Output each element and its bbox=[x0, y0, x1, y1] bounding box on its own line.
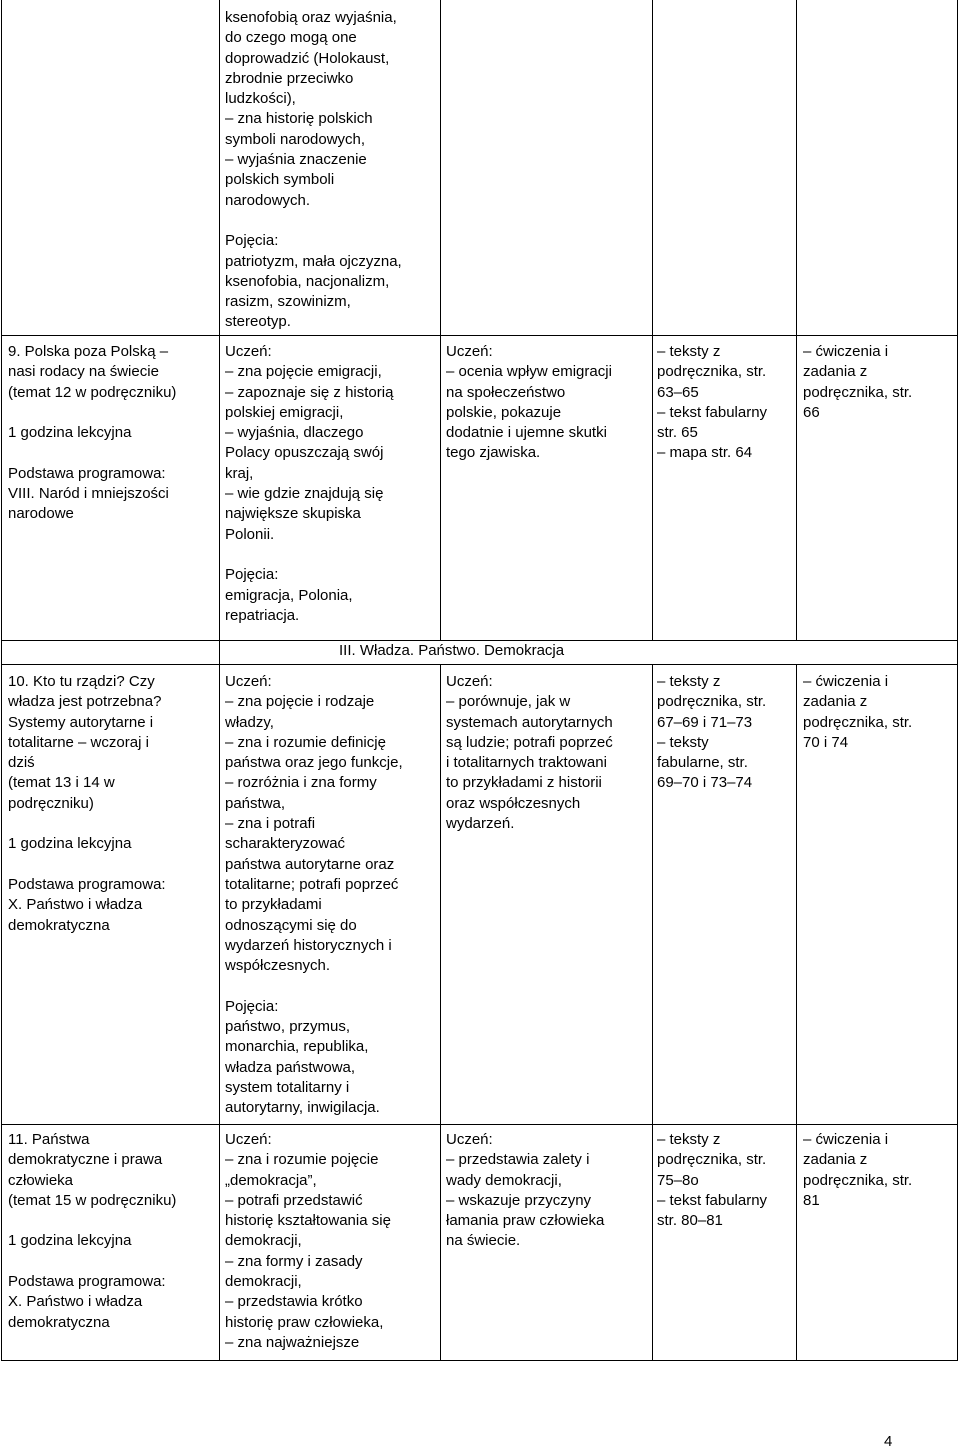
text-line: wady demokracji, bbox=[446, 1171, 562, 1189]
text-line: patriotyzm, mała ojczyzna, bbox=[225, 252, 402, 270]
page-number: 4 bbox=[884, 1433, 893, 1450]
text-line: monarchia, republika, bbox=[225, 1038, 369, 1056]
uczen-label: Uczeń: bbox=[225, 343, 272, 360]
row9-exercises-cell bbox=[803, 342, 955, 423]
row-divider-11 bbox=[1, 1124, 958, 1125]
lesson-title-line: człowieka bbox=[8, 1171, 74, 1189]
row11-exercises-cell bbox=[803, 1130, 955, 1211]
lesson-hours: 1 godzina lekcyjna bbox=[8, 424, 132, 442]
text-line: odnoszącymi się do bbox=[225, 916, 357, 934]
lesson-title-line: 10. Kto tu rządzi? Czy bbox=[8, 673, 155, 690]
text-line: kraj, bbox=[225, 464, 254, 482]
text-line: – potrafi przedstawić bbox=[225, 1191, 363, 1209]
row10-materials-cell bbox=[657, 672, 795, 794]
text-line: – wskazuje przyczyny bbox=[446, 1191, 592, 1209]
text-line: demokracji, bbox=[225, 1232, 302, 1250]
text-line: fabularne, str. bbox=[657, 754, 748, 772]
column-divider-3b bbox=[652, 664, 653, 1360]
text-line: wydarzeń historycznych i bbox=[225, 936, 392, 954]
text-line: – przedstawia zalety i bbox=[446, 1151, 590, 1169]
text-line: do czego mogą one bbox=[225, 29, 357, 47]
text-line: rasizm, szowinizm, bbox=[225, 293, 351, 311]
row10-level2-cell bbox=[446, 672, 650, 834]
text-line: – zna i rozumie definicję bbox=[225, 733, 386, 751]
table-border-bottom bbox=[1, 1360, 958, 1361]
text-line: podręcznika, str. bbox=[803, 713, 913, 731]
uczen-label: Uczeń: bbox=[446, 1131, 493, 1148]
text-line: historię praw człowieka, bbox=[225, 1313, 384, 1331]
text-line: współczesnych. bbox=[225, 957, 331, 975]
text-line: scharakteryzować bbox=[225, 835, 346, 853]
text-line: podręcznika, str. bbox=[657, 1151, 767, 1169]
text-line: polskich symboli bbox=[225, 171, 335, 189]
text-line: 69–70 i 73–74 bbox=[657, 774, 753, 792]
text-line: – wyjaśnia, dlaczego bbox=[225, 424, 364, 442]
text-line: i totalitarnych traktowani bbox=[446, 754, 607, 772]
text-line: systemach autorytarnych bbox=[446, 713, 613, 731]
text-line: totalitarne; potrafi poprzeć bbox=[225, 875, 399, 893]
text-line: zadania z bbox=[803, 693, 868, 711]
text-line: wydarzeń. bbox=[446, 815, 515, 833]
text-line: oraz współczesnych bbox=[446, 794, 581, 812]
text-line: zbrodnie przeciwko bbox=[225, 69, 354, 87]
table-border-left bbox=[1, 0, 2, 1360]
text-line: – teksty z bbox=[657, 673, 721, 690]
text-line: doprowadzić (Holokaust, bbox=[225, 49, 390, 67]
text-line: na świecie. bbox=[446, 1232, 521, 1250]
lesson-hours: 1 godzina lekcyjna bbox=[8, 835, 132, 853]
uczen-label: Uczeń: bbox=[225, 673, 272, 690]
column-divider-4b bbox=[796, 664, 797, 1360]
text-line: – rozróżnia i zna formy bbox=[225, 774, 377, 792]
row9-uczen-cell bbox=[225, 342, 437, 626]
uczen-label: Uczeń: bbox=[446, 673, 493, 690]
text-line: – teksty z bbox=[657, 1131, 721, 1148]
text-line: repatriacja. bbox=[225, 606, 300, 624]
text-line: „demokracja”, bbox=[225, 1171, 317, 1189]
row11-materials-cell bbox=[657, 1130, 795, 1231]
row10-topic-cell bbox=[8, 672, 218, 936]
text-line: – zna pojęcie emigracji, bbox=[225, 363, 382, 381]
basis-line: narodowe bbox=[8, 505, 74, 523]
text-line: – ocenia wpływ emigracji bbox=[446, 363, 612, 381]
row9-level2-cell bbox=[446, 342, 650, 464]
lesson-title-line: podręczniku) bbox=[8, 794, 94, 812]
pojecia-label: Pojęcia: bbox=[225, 232, 279, 250]
text-line: 75–8o bbox=[657, 1171, 699, 1189]
lesson-title-line: nasi rodacy na świecie bbox=[8, 363, 159, 381]
row11-level2-cell bbox=[446, 1130, 650, 1252]
text-line: polskie, pokazuje bbox=[446, 403, 562, 421]
text-line: – wie gdzie znajdują się bbox=[225, 485, 384, 503]
text-line: zadania z bbox=[803, 1151, 868, 1169]
text-line: – tekst fabularny bbox=[657, 403, 768, 421]
text-line: to przykładami z historii bbox=[446, 774, 602, 792]
column-divider-3 bbox=[652, 0, 653, 640]
text-line: – zna historię polskich bbox=[225, 110, 373, 128]
text-line: zadania z bbox=[803, 363, 868, 381]
text-line: Polacy opuszczają swój bbox=[225, 444, 384, 462]
text-line: – zapoznaje się z historią bbox=[225, 383, 394, 401]
lesson-title-line: (temat 13 i 14 w bbox=[8, 774, 115, 792]
basis-label: Podstawa programowa: bbox=[8, 875, 166, 893]
lesson-title-line: dziś bbox=[8, 754, 35, 772]
text-line: – wyjaśnia znaczenie bbox=[225, 151, 367, 169]
text-line: podręcznika, str. bbox=[657, 693, 767, 711]
lesson-title-line: Systemy autorytarne i bbox=[8, 713, 154, 731]
uczen-label: Uczeń: bbox=[446, 343, 493, 360]
text-line: łamania praw człowieka bbox=[446, 1212, 605, 1230]
uczen-label: Uczeń: bbox=[225, 1131, 272, 1148]
text-line: – tekst fabularny bbox=[657, 1191, 768, 1209]
section-title: III. Władza. Państwo. Demokracja bbox=[339, 642, 565, 659]
text-line: państwo, przymus, bbox=[225, 1018, 351, 1036]
lesson-title-line: totalitarne – wczoraj i bbox=[8, 733, 149, 751]
basis-label: Podstawa programowa: bbox=[8, 464, 166, 482]
pojecia-label: Pojęcia: bbox=[225, 566, 279, 584]
column-divider-1 bbox=[219, 0, 220, 1360]
basis-line: X. Państwo i władza bbox=[8, 1293, 143, 1311]
text-line: system totalitarny i bbox=[225, 1078, 350, 1096]
text-line: stereotyp. bbox=[225, 313, 291, 331]
row11-topic-cell bbox=[8, 1130, 218, 1333]
column-divider-2 bbox=[440, 0, 441, 640]
lesson-title-line: władza jest potrzebna? bbox=[8, 693, 162, 711]
text-line: państwa autorytarne oraz bbox=[225, 855, 395, 873]
text-line: – zna formy i zasady bbox=[225, 1252, 363, 1270]
text-line: władzy, bbox=[225, 713, 274, 731]
text-line: tego zjawiska. bbox=[446, 444, 541, 462]
text-line: – teksty z bbox=[657, 343, 721, 360]
text-line: – porównuje, jak w bbox=[446, 693, 571, 711]
text-line: podręcznika, str. bbox=[657, 363, 767, 381]
basis-line: demokratyczna bbox=[8, 1313, 110, 1331]
text-line: Polonii. bbox=[225, 525, 275, 543]
text-line: państwa, bbox=[225, 794, 286, 812]
text-line: – mapa str. 64 bbox=[657, 444, 753, 462]
text-line: polskiej emigracji, bbox=[225, 403, 344, 421]
text-line: – ćwiczenia i bbox=[803, 1131, 889, 1148]
text-line: – ćwiczenia i bbox=[803, 343, 889, 360]
row10-exercises-cell bbox=[803, 672, 955, 753]
lesson-title-line: (temat 15 w podręczniku) bbox=[8, 1191, 177, 1209]
text-line: to przykładami bbox=[225, 896, 322, 914]
row11-uczen-cell bbox=[225, 1130, 437, 1353]
text-line: 66 bbox=[803, 403, 820, 421]
text-line: 81 bbox=[803, 1191, 820, 1209]
text-line: autorytarny, inwigilacja. bbox=[225, 1099, 380, 1117]
text-line: str. 80–81 bbox=[657, 1212, 723, 1230]
lesson-title-line: demokratyczne i prawa bbox=[8, 1151, 163, 1169]
row10-uczen-cell bbox=[225, 672, 437, 1119]
text-line: ksenofobia, nacjonalizm, bbox=[225, 272, 390, 290]
column-divider-2b bbox=[440, 664, 441, 1360]
lesson-title-line: (temat 12 w podręczniku) bbox=[8, 383, 177, 401]
text-line: historię kształtowania się bbox=[225, 1212, 391, 1230]
row-divider-section-bottom bbox=[1, 664, 958, 665]
text-line: – zna i rozumie pojęcie bbox=[225, 1151, 379, 1169]
text-line: największe skupiska bbox=[225, 505, 361, 523]
lesson-title-line: 11. Państwa bbox=[8, 1131, 90, 1148]
text-line: ksenofobią oraz wyjaśnia, bbox=[225, 9, 397, 26]
basis-line: VIII. Naród i mniejszości bbox=[8, 485, 169, 503]
column-divider-4 bbox=[796, 0, 797, 640]
basis-label: Podstawa programowa: bbox=[8, 1273, 166, 1291]
text-line: 70 i 74 bbox=[803, 733, 849, 751]
text-line: – zna pojęcie i rodzaje bbox=[225, 693, 375, 711]
text-line: – przedstawia krótko bbox=[225, 1293, 363, 1311]
row9-topic-cell bbox=[8, 342, 218, 525]
text-line: demokracji, bbox=[225, 1273, 302, 1291]
lesson-title-line: 9. Polska poza Polską – bbox=[8, 343, 169, 360]
text-line: podręcznika, str. bbox=[803, 383, 913, 401]
pojecia-label: Pojęcia: bbox=[225, 997, 279, 1015]
table-border-right bbox=[957, 0, 958, 1360]
row9-materials-cell bbox=[657, 342, 795, 464]
text-line: narodowych. bbox=[225, 191, 311, 209]
text-line: symboli narodowych, bbox=[225, 130, 366, 148]
text-line: – zna i potrafi bbox=[225, 815, 316, 833]
top-uczen-cell bbox=[225, 8, 437, 333]
row-divider-top bbox=[1, 335, 958, 336]
text-line: – teksty bbox=[657, 733, 709, 751]
text-line: są ludzie; potrafi poprzeć bbox=[446, 733, 613, 751]
text-line: – zna najważniejsze bbox=[225, 1333, 360, 1351]
text-line: – ćwiczenia i bbox=[803, 673, 889, 690]
text-line: władza państwowa, bbox=[225, 1058, 356, 1076]
text-line: str. 65 bbox=[657, 424, 698, 442]
text-line: na społeczeństwo bbox=[446, 383, 566, 401]
lesson-hours: 1 godzina lekcyjna bbox=[8, 1232, 132, 1250]
basis-line: X. Państwo i władza bbox=[8, 896, 143, 914]
text-line: 63–65 bbox=[657, 383, 699, 401]
text-line: 67–69 i 71–73 bbox=[657, 713, 753, 731]
text-line: emigracja, Polonia, bbox=[225, 586, 353, 604]
basis-line: demokratyczna bbox=[8, 916, 110, 934]
text-line: dodatnie i ujemne skutki bbox=[446, 424, 607, 442]
text-line: podręcznika, str. bbox=[803, 1171, 913, 1189]
text-line: państwa oraz jego funkcje, bbox=[225, 754, 403, 772]
text-line: ludzkości), bbox=[225, 90, 296, 108]
